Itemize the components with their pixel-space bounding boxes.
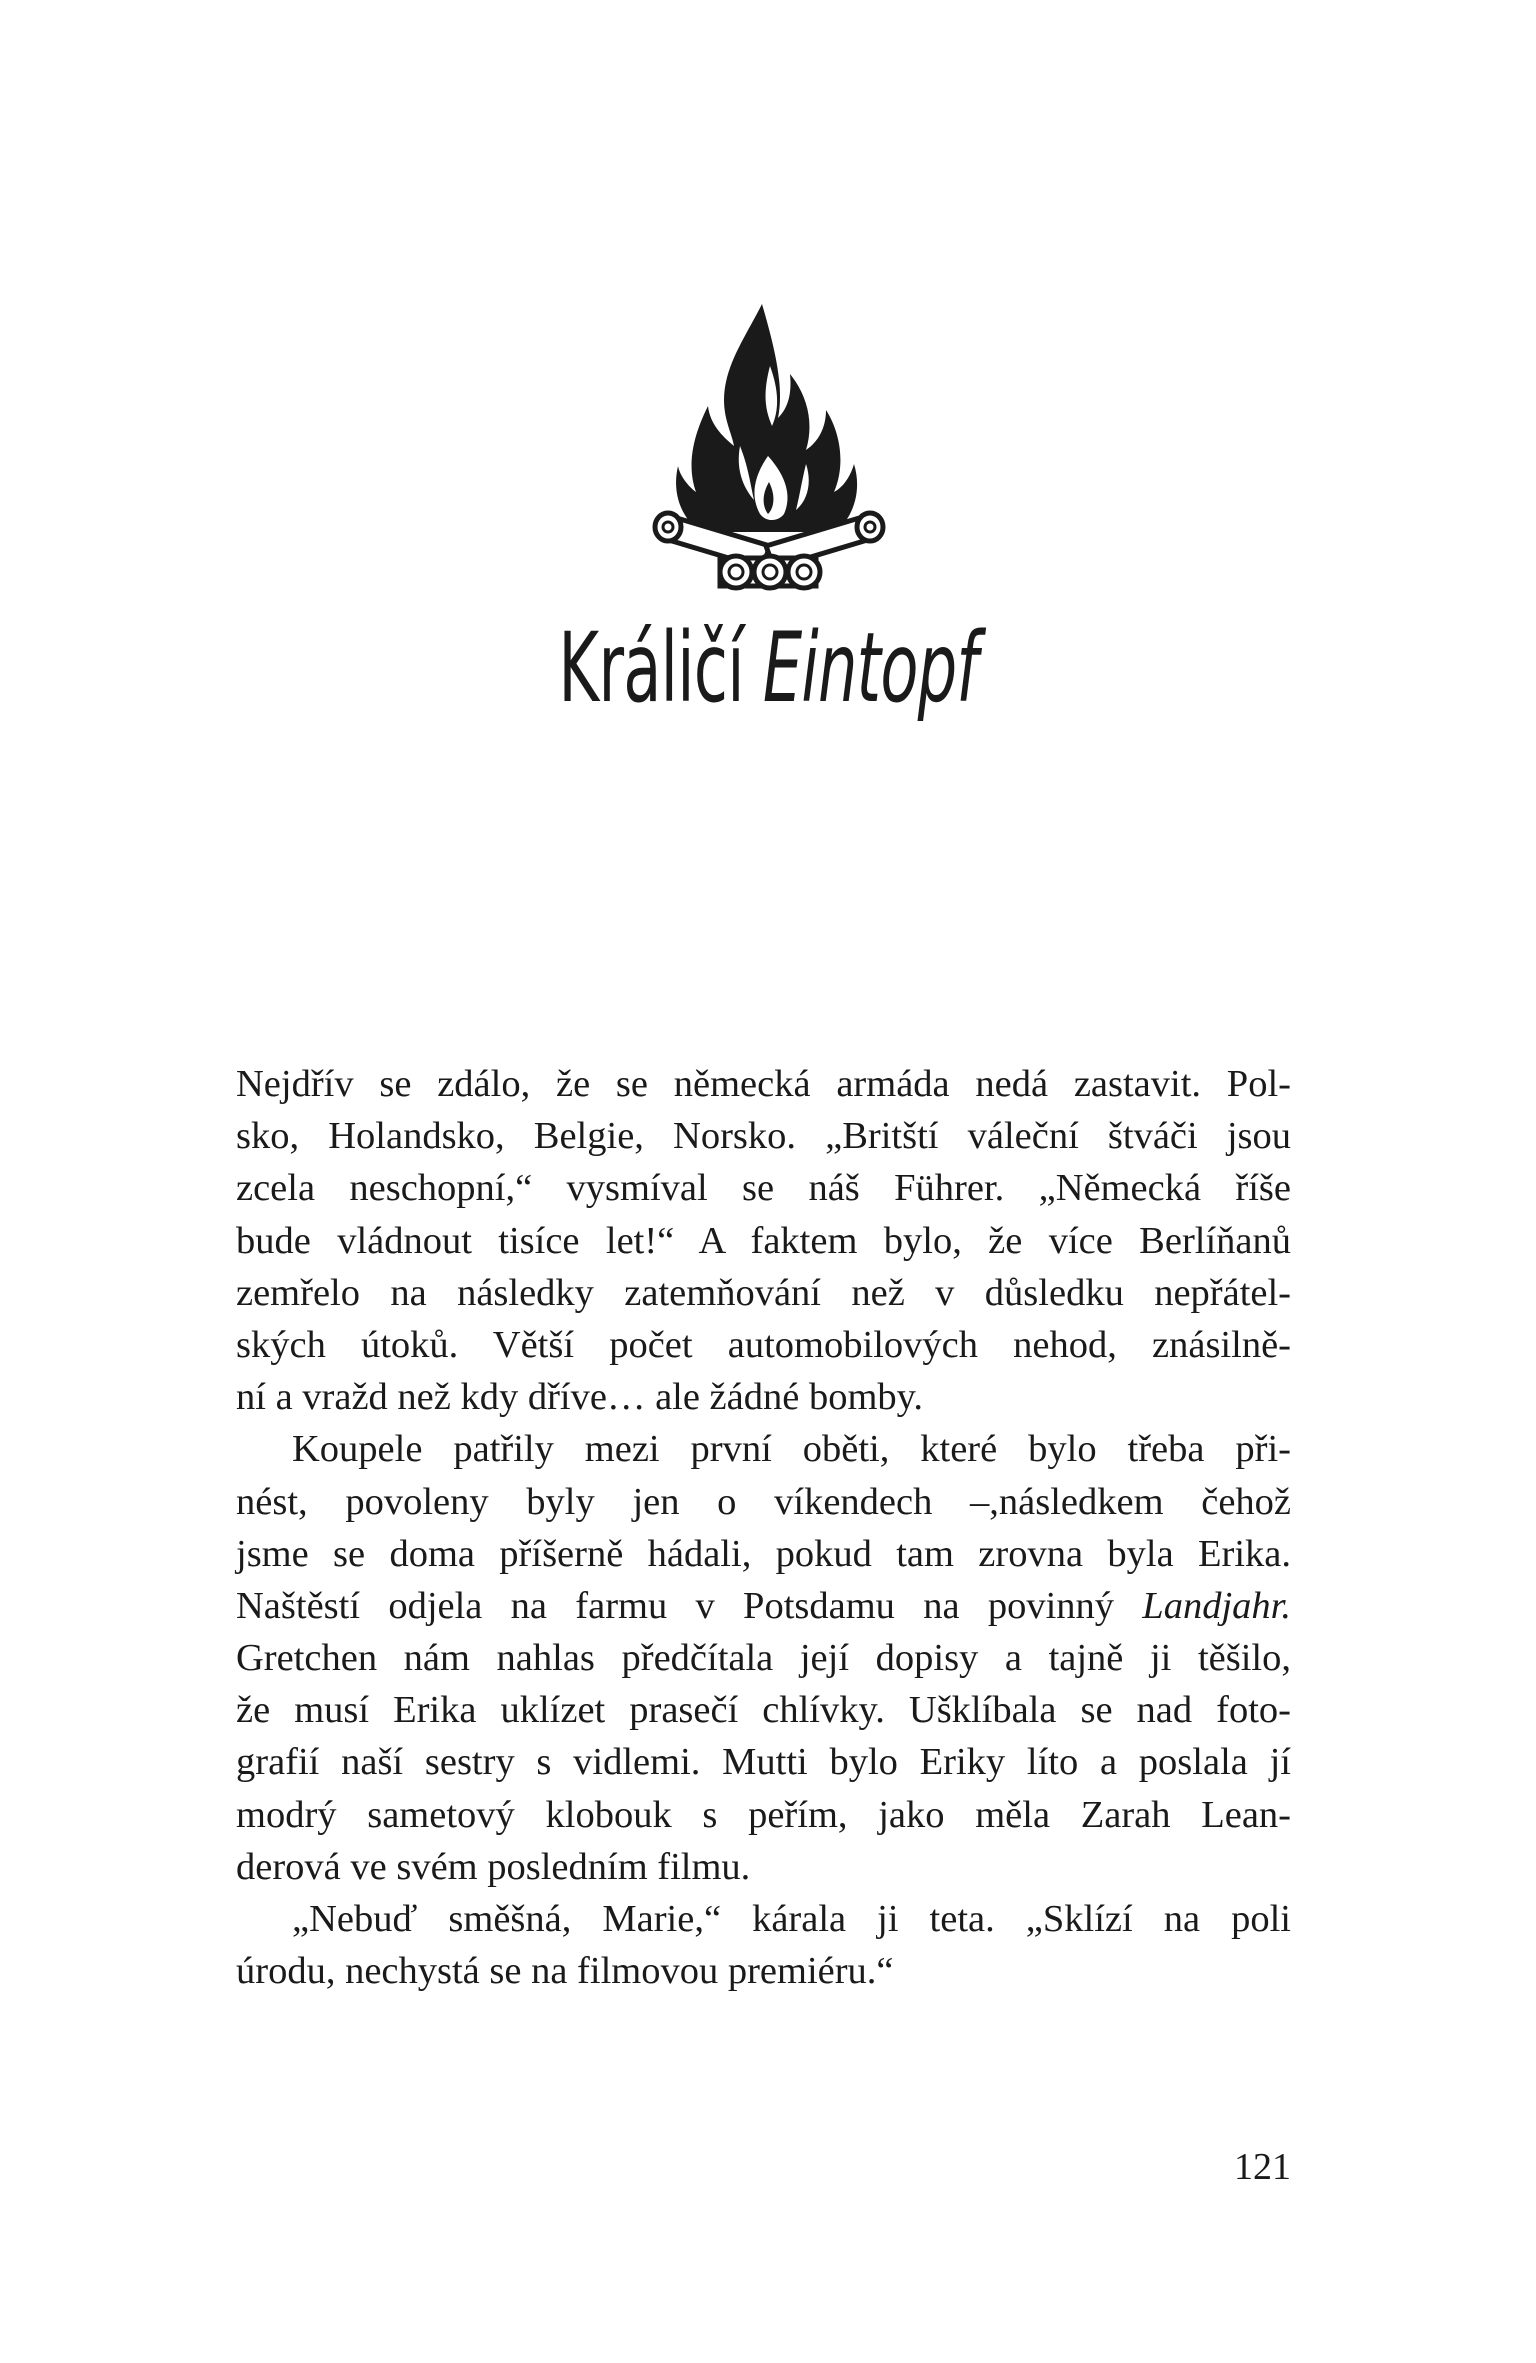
text-line: Nejdřív se zdálo, že se německá armáda nedá zastavit. Pol-: [236, 1063, 1291, 1105]
text-line: „Nebuď směšná, Marie,“ kárala ji teta. „Sklízí na poli: [292, 1898, 1291, 1940]
text-line: ských útoků. Větší počet automobilových nehod, znásilně-: [236, 1323, 1291, 1366]
chapter-title-italic: Eintopf: [762, 612, 978, 724]
text-line: bude vládnout tisíce let!“ A faktem bylo, že více Berlíňanů: [236, 1219, 1291, 1262]
text-line: derová ve svém posledním filmu.: [236, 1845, 751, 1888]
text-line-part: Naštěstí odjela na farmu v Potsdamu na povinný: [236, 1584, 1143, 1627]
italic-word: Landjahr.: [1142, 1584, 1291, 1627]
text-line: zcela neschopní,“ vysmíval se náš Führer. „Německá říše: [236, 1167, 1291, 1210]
body-text: [236, 1058, 1291, 1997]
text-line: nést, povoleny byly jen o víkendech –,následkem čehož: [236, 1480, 1291, 1523]
chapter-title: [215, 612, 1321, 724]
text-line: grafií naší sestry s vidlemi. Mutti bylo Eriky líto a poslala jí: [236, 1741, 1291, 1784]
text-line: úrodu, nechystá se na filmovou premiéru.“: [236, 1950, 894, 1993]
text-line: modrý sametový klobouk s peřím, jako měla Zarah Lean-: [236, 1793, 1291, 1836]
page-number: 121: [1234, 2146, 1291, 2188]
campfire-icon: [650, 296, 886, 596]
chapter-title-regular: Králičí: [558, 612, 763, 724]
text-line: jsme se doma příšerně hádali, pokud tam zrovna byla Erika.: [236, 1532, 1291, 1575]
text-line: ní a vražd než kdy dříve… ale žádné bomby.: [236, 1376, 924, 1419]
text-line: že musí Erika uklízet prasečí chlívky. Ušklíbala se nad foto-: [236, 1689, 1291, 1732]
text-line: Koupele patřily mezi první oběti, které bylo třeba při-: [292, 1428, 1291, 1471]
text-line: [236, 1580, 1291, 1632]
text-line: sko, Holandsko, Belgie, Norsko. „Britští váleční štváči jsou: [236, 1115, 1291, 1158]
text-line: zemřelo na následky zatemňování než v důsledku nepřátel-: [236, 1271, 1291, 1314]
text-line: Gretchen nám nahlas předčítala její dopisy a tajně ji těšilo,: [236, 1637, 1291, 1680]
